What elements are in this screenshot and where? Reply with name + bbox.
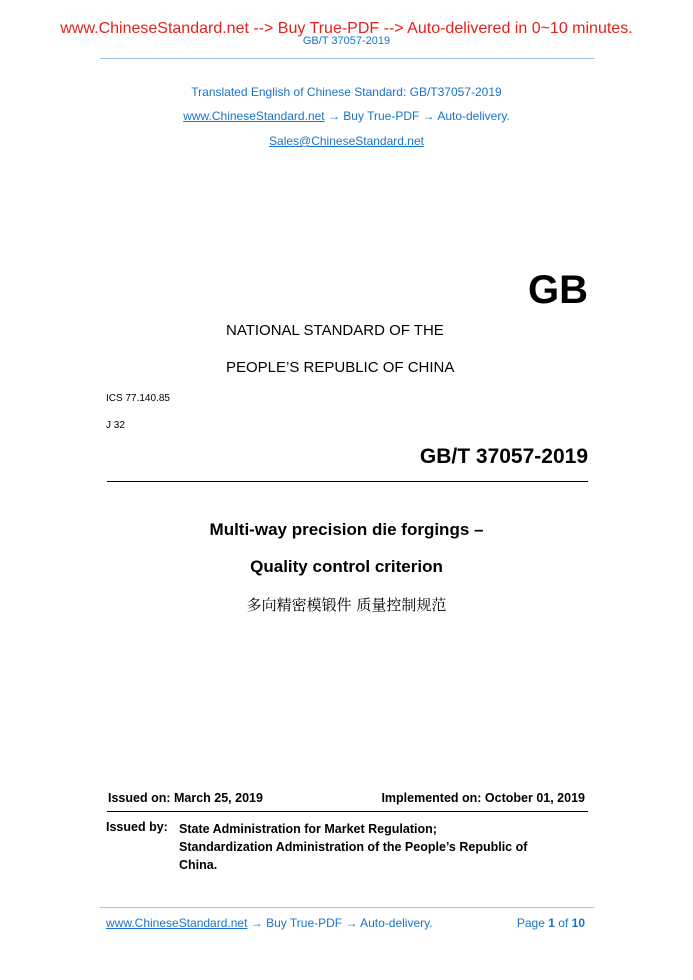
page-label: Page bbox=[516, 916, 545, 930]
sales-line bbox=[0, 134, 693, 148]
promo-banner[interactable]: www.ChineseStandard.net --> Buy True-PDF --> Auto-delivered in 0~10 minutes. bbox=[60, 20, 633, 37]
national-standard-line1: NATIONAL STANDARD OF THE bbox=[226, 322, 444, 339]
buy-text: → Buy True-PDF → Auto-delivery. bbox=[324, 109, 510, 123]
dates-divider bbox=[107, 811, 588, 812]
ics-code: ICS 77.140.85 bbox=[106, 393, 170, 404]
page-of: of bbox=[558, 916, 569, 930]
national-standard-line2: PEOPLE’S REPUBLIC OF CHINA bbox=[226, 359, 455, 376]
page-current: 1 bbox=[548, 916, 555, 930]
footer-site-link[interactable]: www.ChineseStandard.net bbox=[106, 916, 248, 930]
footer-links-line bbox=[106, 916, 433, 930]
gb-logo: GB bbox=[528, 268, 588, 312]
title-line2: Quality control criterion bbox=[250, 557, 443, 576]
footer-buy-text: → Buy True-PDF → Auto-delivery. bbox=[247, 916, 433, 930]
standard-number-divider bbox=[107, 481, 588, 482]
site-links-line bbox=[0, 109, 693, 123]
ccs-code: J 32 bbox=[106, 420, 125, 431]
issued-by-line2: Standardization Administration of the People’s Republic of bbox=[179, 840, 528, 854]
footer-divider bbox=[100, 907, 595, 908]
issued-on-date: Issued on: March 25, 2019 bbox=[108, 791, 263, 805]
sales-email-link[interactable]: Sales@ChineseStandard.net bbox=[269, 134, 424, 148]
page-total: 10 bbox=[571, 916, 585, 930]
title-chinese: 多向精密模锻件 质量控制规范 bbox=[246, 596, 447, 614]
standard-number: GB/T 37057-2019 bbox=[419, 445, 588, 468]
header-standard-id: GB/T 37057-2019 bbox=[302, 35, 391, 47]
site-link[interactable]: www.ChineseStandard.net bbox=[183, 109, 325, 123]
issued-by-organizations bbox=[179, 820, 599, 874]
issued-by-label: Issued by: bbox=[106, 820, 168, 834]
implemented-on-date: Implemented on: October 01, 2019 bbox=[381, 791, 585, 805]
issued-by-line1: State Administration for Market Regulation; bbox=[179, 822, 437, 836]
issued-by-line3: China. bbox=[179, 858, 218, 872]
translated-line: Translated English of Chinese Standard: GB/T37057-2019 bbox=[191, 85, 502, 99]
title-line1: Multi-way precision die forgings – bbox=[209, 520, 484, 539]
page-number bbox=[517, 916, 585, 930]
header-divider bbox=[100, 58, 595, 59]
